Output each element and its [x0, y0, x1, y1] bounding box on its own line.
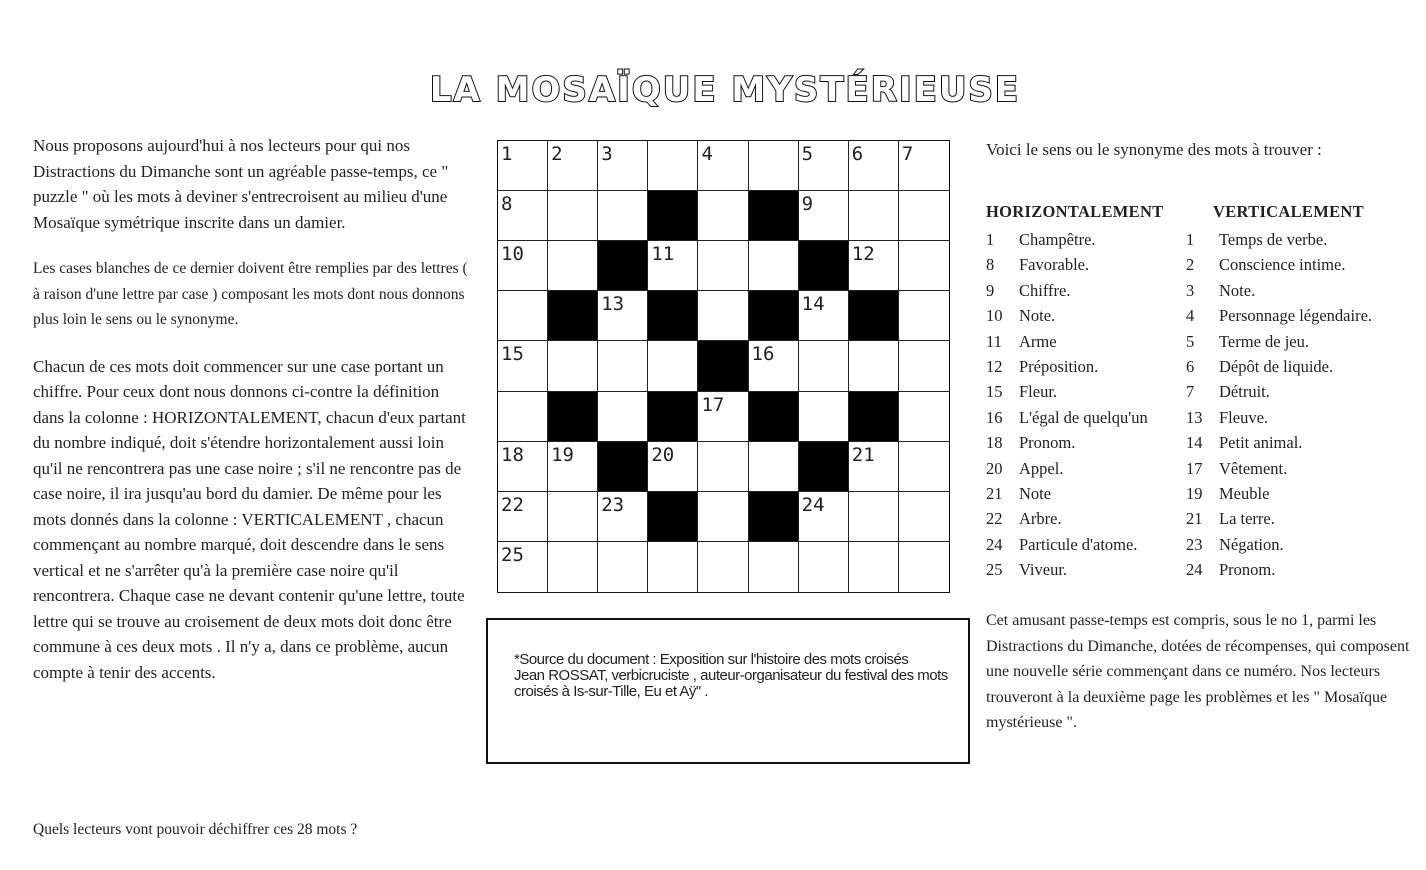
- source-line: *Source du document : Exposition sur l'histoire des mots croisés: [514, 651, 909, 668]
- cell-number: 7: [901, 143, 914, 165]
- definition-item: [1186, 379, 1372, 404]
- grid-cell[interactable]: [698, 141, 748, 191]
- definition-item: [986, 506, 1163, 531]
- black-cell: [598, 241, 648, 291]
- grid-cell[interactable]: [799, 492, 849, 542]
- black-cell: [648, 492, 698, 542]
- definition-number: 24: [1186, 560, 1203, 580]
- grid-cell[interactable]: [598, 542, 648, 592]
- grid-cell[interactable]: [498, 542, 548, 592]
- vertical-list: [1186, 227, 1372, 582]
- definition-number: 4: [1186, 306, 1195, 326]
- cell-number: 25: [501, 543, 524, 566]
- cell-number: 13: [601, 293, 625, 316]
- definition-item: [1186, 557, 1372, 582]
- grid-cell[interactable]: [648, 141, 698, 191]
- definition-text: Négation.: [1219, 534, 1284, 554]
- cell-number: 23: [601, 493, 625, 516]
- definition-number: 3: [1186, 280, 1195, 300]
- definition-item: [986, 379, 1163, 404]
- grid-cell[interactable]: [648, 241, 698, 291]
- definition-number: 16: [986, 407, 1003, 427]
- cell-number: 5: [801, 143, 814, 165]
- definition-number: 1: [986, 230, 995, 249]
- definition-number: 2: [1186, 255, 1195, 275]
- definition-text: Arme: [1019, 331, 1057, 351]
- definition-text: Fleuve.: [1219, 407, 1269, 427]
- horizontal-list: [986, 227, 1163, 582]
- definition-number: 10: [986, 306, 1003, 326]
- instructions-column: [33, 133, 473, 838]
- definition-item: [986, 481, 1163, 506]
- grid-cell[interactable]: [899, 191, 949, 241]
- definition-number: 1: [1186, 230, 1195, 249]
- grid-cell[interactable]: [548, 542, 598, 592]
- definition-text: Personnage légendaire.: [1219, 306, 1373, 326]
- cell-number: 19: [551, 443, 574, 466]
- black-cell: [548, 291, 598, 341]
- grid-cell[interactable]: [849, 492, 899, 542]
- cell-number: 12: [851, 243, 875, 266]
- definition-text: Note.: [1019, 306, 1056, 326]
- closing-question: Quels lecteurs vont pouvoir déchiffrer ces 28 mots ?: [33, 821, 358, 838]
- cell-number: 22: [501, 493, 524, 516]
- black-cell: [648, 392, 698, 442]
- definition-text: Favorable.: [1019, 255, 1090, 275]
- grid-cell[interactable]: [598, 141, 648, 191]
- cell-number: 1: [501, 143, 513, 165]
- source-line: , verbicruciste , auteur-organisateur du festival des mots croisés à Is-sur-Tille, Eu et Aÿ" .: [514, 667, 948, 700]
- grid-cell[interactable]: [749, 341, 799, 391]
- definition-number: 6: [1186, 356, 1195, 376]
- definition-item: [986, 354, 1163, 379]
- cell-number: 6: [851, 143, 864, 165]
- grid-cell[interactable]: [548, 442, 598, 492]
- grid-cell[interactable]: [849, 141, 899, 191]
- definition-text: Particule d'atome.: [1019, 534, 1138, 554]
- grid-cell[interactable]: [849, 542, 899, 592]
- definition-number: 12: [986, 356, 1003, 376]
- black-cell: [749, 291, 799, 341]
- grid-cell[interactable]: [548, 191, 598, 241]
- grid-cell[interactable]: [899, 241, 949, 291]
- definition-text: La terre.: [1219, 509, 1275, 529]
- cell-number: 15: [501, 343, 524, 366]
- black-cell: [598, 442, 648, 492]
- definition-item: [1186, 252, 1372, 277]
- black-cell: [849, 291, 899, 341]
- page-title: LA MOSAÏQUE MYSTÉRIEUSE: [429, 70, 1021, 110]
- source-author: Jean ROSSAT: [514, 667, 605, 684]
- definition-text: Fleur.: [1019, 382, 1058, 402]
- black-cell: [799, 442, 849, 492]
- definition-number: 21: [986, 483, 1003, 503]
- grid-cell[interactable]: [548, 141, 598, 191]
- definition-number: 24: [986, 534, 1003, 554]
- black-cell: [749, 191, 799, 241]
- definition-text: Pronom.: [1219, 560, 1276, 580]
- definition-item: [1186, 532, 1372, 557]
- grid-cell[interactable]: [799, 191, 849, 241]
- definition-item: [1186, 405, 1372, 430]
- definition-item: [1186, 481, 1372, 506]
- grid-cell[interactable]: [849, 341, 899, 391]
- grid-cell[interactable]: [498, 492, 548, 542]
- definition-number: 21: [1186, 509, 1203, 529]
- definition-item: [986, 456, 1163, 481]
- grid-cell[interactable]: [648, 442, 698, 492]
- cell-number: 16: [751, 343, 775, 366]
- grid-cell[interactable]: [498, 392, 548, 442]
- grid-cell[interactable]: [749, 442, 799, 492]
- grid-cell[interactable]: [749, 141, 799, 191]
- grid-cell[interactable]: [648, 341, 698, 391]
- definition-text: Dépôt de liquide.: [1219, 356, 1334, 376]
- definition-number: 11: [986, 331, 1002, 351]
- cell-number: 10: [501, 243, 524, 266]
- horizontal-heading: HORIZONTALEMENT: [986, 202, 1164, 221]
- definition-text: Champêtre.: [1019, 230, 1096, 249]
- cell-number: 11: [651, 243, 675, 266]
- cell-number: 3: [601, 143, 613, 165]
- definition-item: [986, 430, 1163, 455]
- intro-paragraph: Nous proposons aujourd'hui à nos lecteurs pour qui nos Distractions du Dimanche sont un agréable passe-temps, ce " puzzle " où les mots à deviner s'entrecroisent au milieu d'une Mosaïque symétrique inscrite dans un damier.: [33, 136, 449, 232]
- definition-number: 22: [986, 509, 1003, 529]
- black-cell: [799, 241, 849, 291]
- definition-number: 17: [1186, 458, 1203, 478]
- definition-text: L'égal de quelqu'un: [1019, 407, 1148, 427]
- definition-text: Note: [1019, 483, 1052, 503]
- outro-paragraph: Cet amusant passe-temps est compris, sous le no 1, parmi les Distractions du Dimanche, dotées de récompenses, qui composent une nouvelle série commençant dans ce numéro. Nos lecteurs trouveront à la deuxième page les problèmes et les " Mosaïque mystérieuse ".: [986, 612, 1410, 731]
- definition-number: 15: [986, 382, 1003, 402]
- definition-text: Détruit.: [1219, 382, 1270, 402]
- cell-number: 24: [801, 493, 825, 516]
- grid-cell[interactable]: [498, 341, 548, 391]
- grid-cell[interactable]: [849, 241, 899, 291]
- definition-text: Chiffre.: [1019, 280, 1071, 300]
- definition-text: Note.: [1219, 280, 1256, 300]
- definition-text: Meuble: [1219, 483, 1270, 503]
- grid-cell[interactable]: [899, 141, 949, 191]
- cell-number: 2: [551, 143, 563, 165]
- grid-cell[interactable]: [899, 341, 949, 391]
- definition-text: Appel.: [1019, 458, 1064, 478]
- definition-text: Viveur.: [1019, 560, 1068, 580]
- grid-cell[interactable]: [498, 241, 548, 291]
- cell-number: 20: [651, 443, 675, 466]
- definition-number: 13: [1186, 407, 1203, 427]
- cell-number: 8: [501, 193, 513, 216]
- grid-cell[interactable]: [799, 291, 849, 341]
- definitions-intro: Voici le sens ou le synonyme des mots à trouver :: [986, 140, 1322, 159]
- grid-cell[interactable]: [799, 141, 849, 191]
- grid-cell[interactable]: [899, 392, 949, 442]
- cell-number: 21: [851, 443, 875, 466]
- black-cell: [648, 191, 698, 241]
- grid-cell[interactable]: [598, 291, 648, 341]
- definition-number: 23: [1186, 534, 1203, 554]
- grid-cell[interactable]: [548, 241, 598, 291]
- definition-item: [986, 303, 1163, 328]
- grid-cell[interactable]: [899, 492, 949, 542]
- definition-number: 7: [1186, 382, 1195, 402]
- definition-item: [1186, 506, 1372, 531]
- definition-text: Préposition.: [1019, 356, 1099, 376]
- definition-item: [1186, 227, 1372, 252]
- grid-cell[interactable]: [498, 442, 548, 492]
- grid-cell[interactable]: [799, 542, 849, 592]
- definition-text: Arbre.: [1019, 509, 1062, 529]
- horizontal-definitions: [986, 202, 1163, 582]
- definition-item: [986, 405, 1163, 430]
- grid-cell[interactable]: [698, 241, 748, 291]
- definition-item: [1186, 303, 1372, 328]
- grid-cell[interactable]: [698, 442, 748, 492]
- definition-item: [986, 329, 1163, 354]
- definition-text: Temps de verbe.: [1219, 230, 1328, 249]
- cell-number: 17: [701, 393, 725, 416]
- grid-cell[interactable]: [498, 291, 548, 341]
- cell-number: 9: [801, 193, 814, 216]
- grid-cell[interactable]: [648, 542, 698, 592]
- intro-paragraph: Les cases blanches de ce dernier doivent être remplies par des lettres ( à raison d'une lettre par case ) composant les mots dont nous donnons plus loin le sens ou le synonyme.: [33, 260, 468, 328]
- definition-item: [1186, 456, 1372, 481]
- source-note: [486, 618, 970, 764]
- grid-cell[interactable]: [849, 191, 899, 241]
- black-cell: [648, 291, 698, 341]
- grid-cell[interactable]: [598, 392, 648, 442]
- vertical-definitions: [1186, 202, 1372, 582]
- definition-text: Petit animal.: [1219, 433, 1303, 453]
- definition-item: [1186, 430, 1372, 455]
- definition-number: 5: [1186, 331, 1195, 351]
- definition-item: [986, 532, 1163, 557]
- definition-number: 9: [986, 280, 995, 300]
- grid-cell[interactable]: [598, 341, 648, 391]
- definition-item: [986, 227, 1163, 252]
- definition-number: 8: [986, 255, 995, 275]
- grid-cell[interactable]: [698, 492, 748, 542]
- definition-number: 14: [1186, 433, 1203, 453]
- black-cell: [749, 392, 799, 442]
- grid-cell[interactable]: [849, 442, 899, 492]
- black-cell: [749, 492, 799, 542]
- grid-cell[interactable]: [598, 492, 648, 542]
- grid-cell[interactable]: [698, 291, 748, 341]
- grid-cell[interactable]: [698, 542, 748, 592]
- definition-item: [1186, 354, 1372, 379]
- grid-cell[interactable]: [598, 191, 648, 241]
- cell-number: 4: [701, 143, 713, 165]
- grid-cell[interactable]: [799, 341, 849, 391]
- grid-cell[interactable]: [749, 241, 799, 291]
- grid-cell[interactable]: [899, 442, 949, 492]
- black-cell: [698, 341, 748, 391]
- grid-cell[interactable]: [899, 542, 949, 592]
- grid-cell[interactable]: [698, 392, 748, 442]
- crossword-grid: [497, 140, 950, 593]
- grid-cell[interactable]: [498, 141, 548, 191]
- cell-number: 14: [801, 293, 825, 316]
- definition-number: 19: [1186, 483, 1203, 503]
- definition-number: 18: [986, 433, 1003, 453]
- definition-item: [1186, 329, 1372, 354]
- grid-cell[interactable]: [899, 291, 949, 341]
- definition-number: 20: [986, 458, 1003, 478]
- black-cell: [548, 392, 598, 442]
- grid-cell[interactable]: [498, 191, 548, 241]
- definition-item: [986, 278, 1163, 303]
- definition-text: Conscience intime.: [1219, 255, 1346, 275]
- grid-cell[interactable]: [799, 392, 849, 442]
- grid-cell[interactable]: [698, 191, 748, 241]
- vertical-heading: VERTICALEMENT: [1213, 202, 1364, 221]
- definition-text: Terme de jeu.: [1219, 331, 1310, 351]
- definition-text: Vêtement.: [1219, 458, 1288, 478]
- cell-number: 18: [501, 443, 524, 466]
- intro-paragraph: Chacun de ces mots doit commencer sur une case portant un chiffre. Pour ceux dont nous donnons ci-contre la définition dans la colonne : HORIZONTALEMENT, chacun d'eux partant du nombre indiqué, doit s'étendre horizontalement aussi loin qu'il ne rencontrera pas une case noire ; s'il ne rencontre pas de case noire, il ira jusqu'au bord du damier. De même pour les mots donnés dans la colonne : VERTICALEMENT , chacun commençant au nombre marqué, doit descendre dans le sens vertical et ne s'arrêter qu'à la première case noire qu'il rencontrera. Chaque case ne devant contenir qu'une lettre, toute lettre qui se trouve au croisement de deux mots doit donc être commune à ces deux mots . Il n'y a, dans ce problème, aucun compte à tenir des accents.: [33, 356, 466, 682]
- black-cell: [849, 392, 899, 442]
- definition-item: [986, 252, 1163, 277]
- grid-cell[interactable]: [548, 492, 598, 542]
- definition-number: 25: [986, 560, 1003, 580]
- definition-item: [986, 557, 1163, 582]
- definition-text: Pronom.: [1019, 433, 1076, 453]
- grid-cell[interactable]: [548, 341, 598, 391]
- definition-item: [1186, 278, 1372, 303]
- grid-cell[interactable]: [749, 542, 799, 592]
